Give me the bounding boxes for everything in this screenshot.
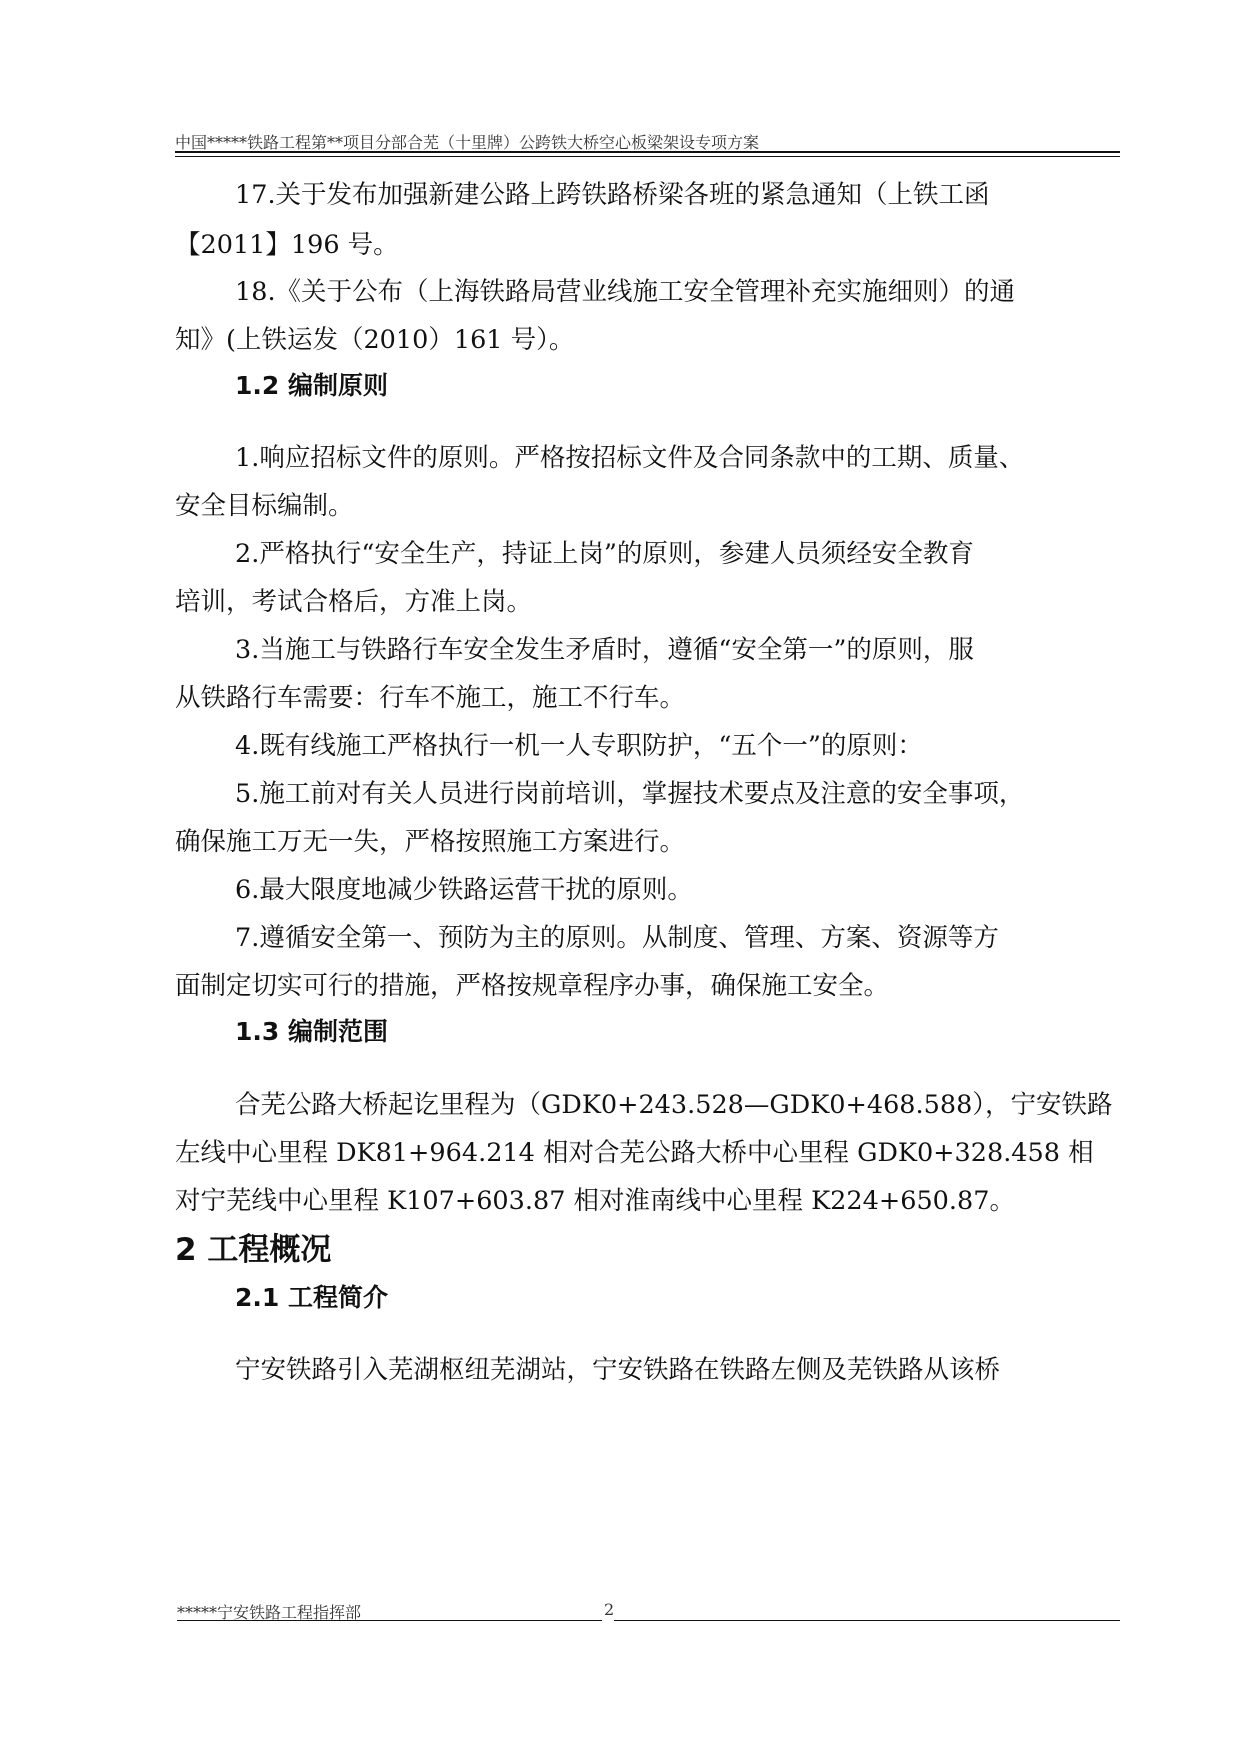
footer-rule-left xyxy=(177,1620,602,1621)
principle-7-line-1: 7.遵循安全第一、预防为主的原则。从制度、管理、方案、资源等方 xyxy=(235,923,999,953)
page-number: 2 xyxy=(604,1600,615,1619)
item-17-line-2: 【2011】196 号。 xyxy=(175,230,399,260)
principle-4-line-1: 4.既有线施工严格执行一机一人专职防护，“五个一”的原则： xyxy=(235,731,923,761)
section-heading-1-2: 1.2 编制原则 xyxy=(235,371,388,400)
scope-line-1: 合芜公路大桥起讫里程为（GDK0+243.528—GDK0+468.588），宁安铁路 xyxy=(235,1090,1113,1120)
footer-organization: *****宁安铁路工程指挥部 xyxy=(177,1603,362,1622)
scope-line-3: 对宁芜线中心里程 K107+603.87 相对淮南线中心里程 K224+650.87。 xyxy=(175,1186,1015,1216)
principle-2-line-1: 2.严格执行“安全生产，持证上岗”的原则，参建人员须经安全教育 xyxy=(235,539,974,569)
principle-2-line-2: 培训，考试合格后，方准上岗。 xyxy=(175,587,533,617)
section-heading-2-1: 2.1 工程简介 xyxy=(235,1283,388,1312)
intro-line-1: 宁安铁路引入芜湖枢纽芜湖站，宁安铁路在铁路左侧及芜铁路从该桥 xyxy=(235,1355,1001,1385)
running-header: 中国*****铁路工程第**项目分部合芜（十里牌）公跨铁大桥空心板梁架设专项方案 xyxy=(175,133,760,152)
section-heading-1-3: 1.3 编制范围 xyxy=(235,1017,388,1046)
principle-5-line-2: 确保施工万无一失，严格按照施工方案进行。 xyxy=(175,827,686,857)
footer-rule-right xyxy=(614,1620,1120,1621)
principle-3-line-2: 从铁路行车需要：行车不施工，施工不行车。 xyxy=(175,683,686,713)
principle-6-line-1: 6.最大限度地减少铁路运营干扰的原则。 xyxy=(235,875,693,905)
header-rule-thin xyxy=(175,156,1120,157)
item-17-line-1: 17.关于发布加强新建公路上跨铁路桥梁各班的紧急通知（上铁工函 xyxy=(235,180,990,210)
scope-line-2: 左线中心里程 DK81+964.214 相对合芜公路大桥中心里程 GDK0+328.458 相 xyxy=(175,1138,1094,1168)
principle-7-line-2: 面制定切实可行的措施，严格按规章程序办事，确保施工安全。 xyxy=(175,971,890,1001)
chapter-heading-2: 2 工程概况 xyxy=(175,1232,332,1268)
header-rule-thick xyxy=(175,151,1120,153)
principle-1-line-2: 安全目标编制。 xyxy=(175,491,354,521)
item-18-line-2: 知》(上铁运发（2010）161 号）。 xyxy=(175,325,575,355)
principle-5-line-1: 5.施工前对有关人员进行岗前培训，掌握技术要点及注意的安全事项， xyxy=(235,779,1025,809)
item-18-line-1: 18.《关于公布（上海铁路局营业线施工安全管理补充实施细则）的通 xyxy=(235,277,1016,307)
principle-1-line-1: 1.响应招标文件的原则。严格按招标文件及合同条款中的工期、质量、 xyxy=(235,443,1025,473)
principle-3-line-1: 3.当施工与铁路行车安全发生矛盾时，遵循“安全第一”的原则，服 xyxy=(235,635,974,665)
